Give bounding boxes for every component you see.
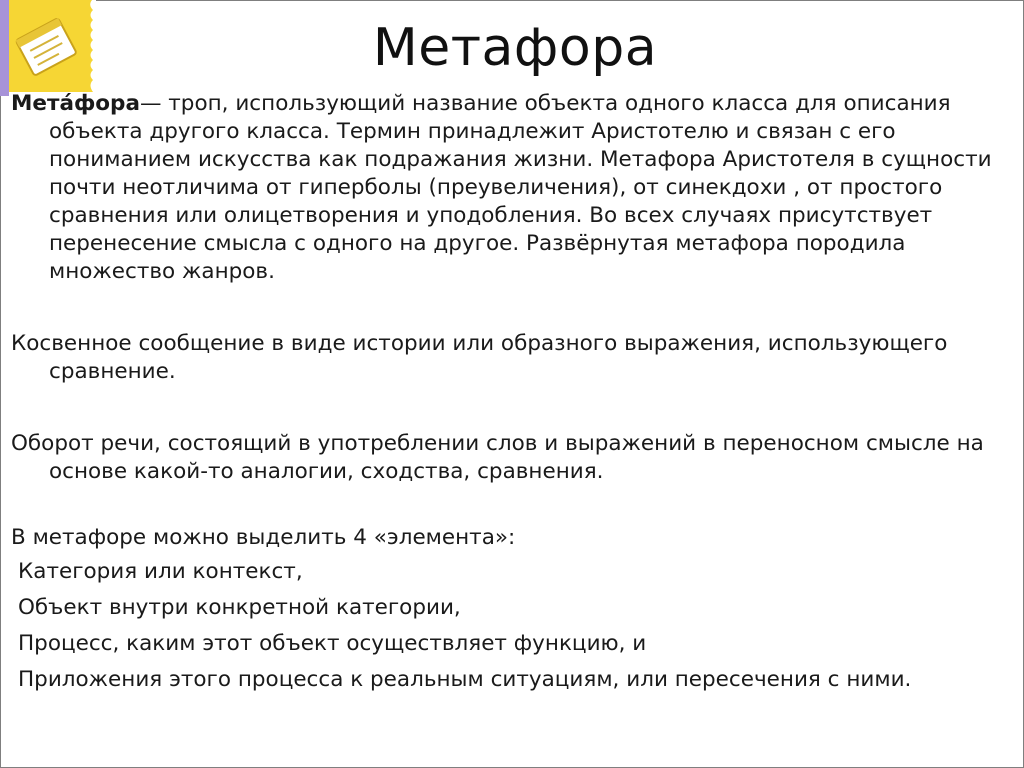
- definition-text: — троп, использующий название объекта одного класса для описания объекта другого класса. Термин принадлежит Аристотелю и связан с его пониманием искусства как подражания жизни. Метафора Аристотеля в сущности почти неотличима от гиперболы (преувеличения), от синекдохи , от простого сравнения или олицетворения и уподобления. Во всех случаях присутствует перенесение смысла с одного на другое. Развёрнутая метафора породила множество жанров.: [49, 91, 992, 284]
- list-item: Объект внутри конкретной категории,: [18, 595, 461, 620]
- list-item: Приложения этого процесса к реальным ситуациям, или пересечения с ними.: [18, 667, 912, 692]
- elements-intro: В метафоре можно выделить 4 «элемента»:: [11, 525, 516, 550]
- paragraph-indirect-message: Косвенное сообщение в виде истории или образного выражения, использующего сравнение.: [11, 331, 948, 384]
- slide-title: Метафора: [372, 18, 658, 78]
- list-item: Процесс, каким этот объект осуществляет функцию, и: [18, 631, 647, 656]
- slide-body: [11, 90, 1011, 698]
- definition-paragraph: [11, 90, 1011, 286]
- elements-list: [11, 554, 1011, 698]
- list-item: Категория или контекст,: [18, 559, 303, 584]
- definition-term: Мета́фора: [11, 91, 140, 116]
- paragraph-figure-of-speech: Оборот речи, состоящий в употреблении слов и выражений в переносном смысле на основе какой-то аналогии, сходства, сравнения.: [11, 431, 984, 484]
